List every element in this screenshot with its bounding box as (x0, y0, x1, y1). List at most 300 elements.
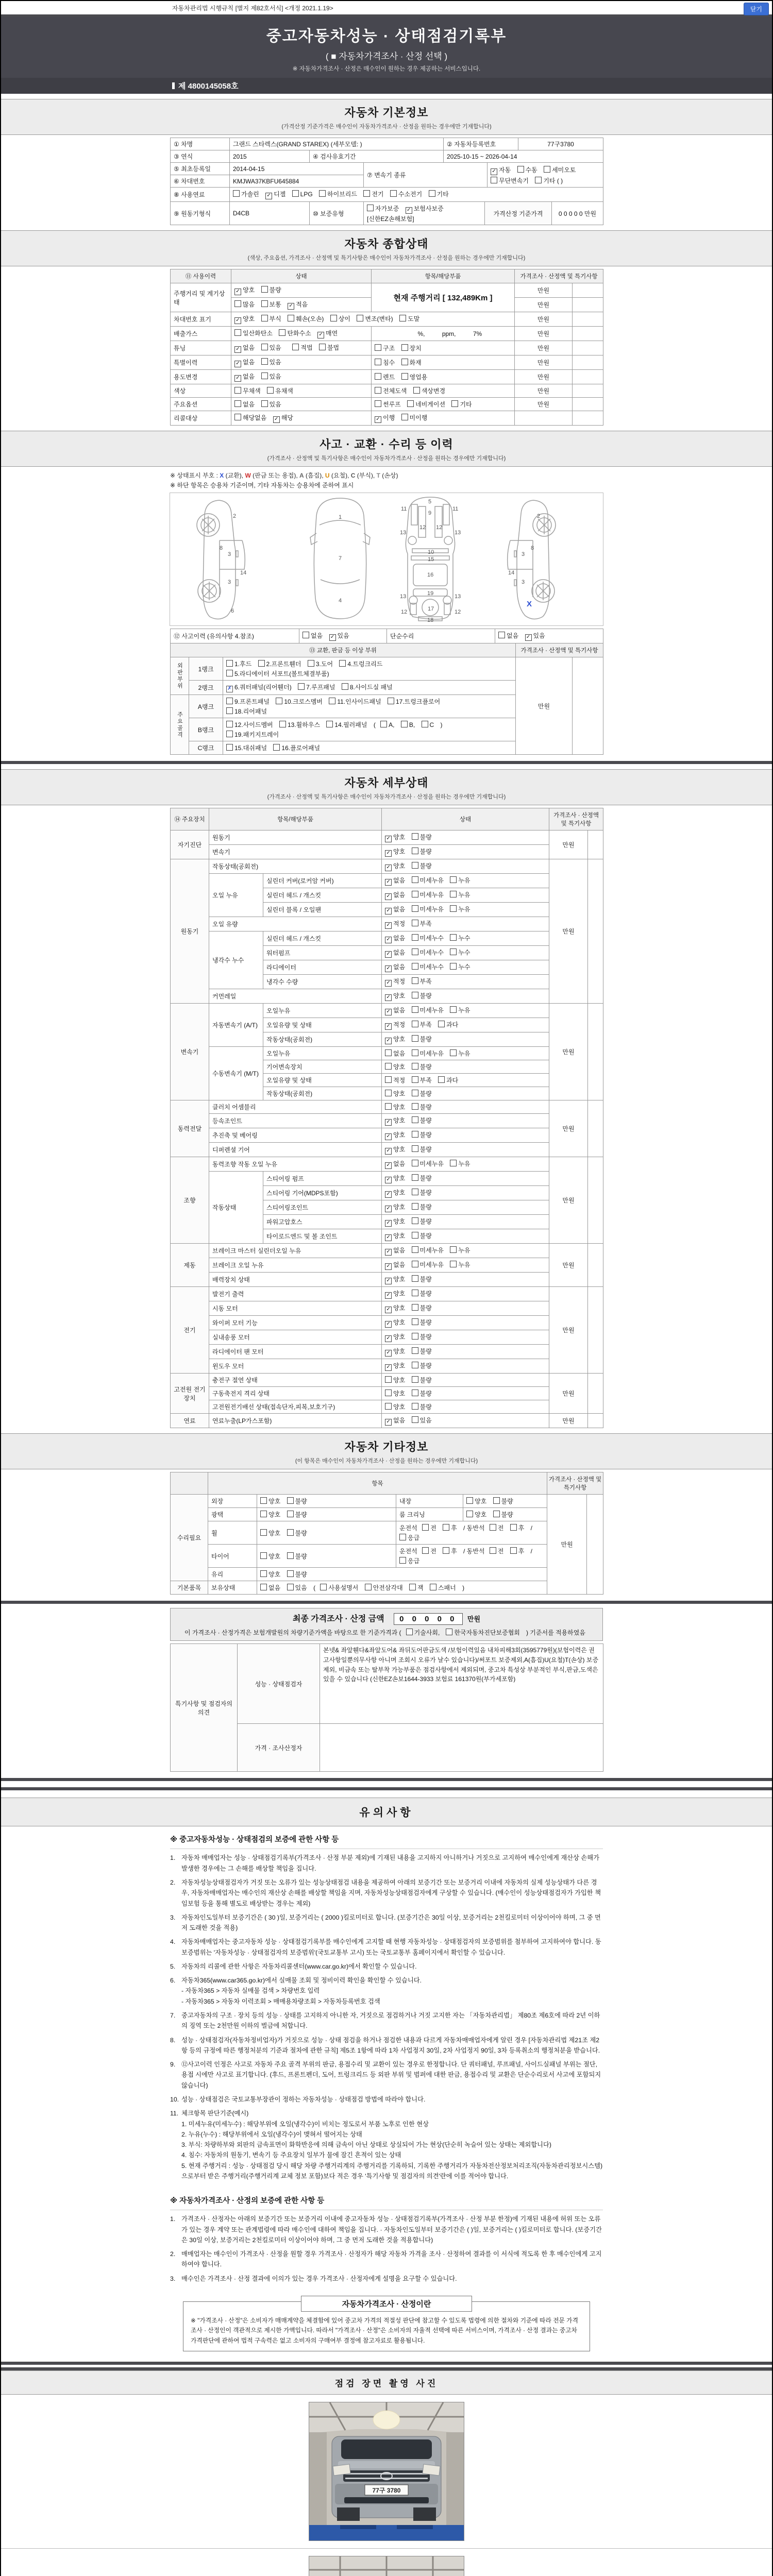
checkbox-option[interactable] (412, 991, 432, 1000)
checkbox-option[interactable] (412, 948, 444, 957)
checkbox-option[interactable] (498, 631, 518, 640)
checkbox-option[interactable] (450, 1246, 470, 1255)
checkbox-label: 미세누수 (419, 935, 444, 942)
checkbox-option[interactable] (226, 743, 267, 752)
checkbox-label: 양호 (393, 1131, 406, 1139)
checkbox-option[interactable] (292, 343, 312, 352)
checkbox-option[interactable] (401, 721, 415, 728)
cell: 스티어링조인트 (263, 1200, 382, 1215)
checkbox-option[interactable] (260, 1552, 280, 1561)
checkbox-option[interactable] (450, 962, 470, 971)
cell: 실린더 블록 / 오일팬 (263, 903, 382, 917)
checkbox-icon (510, 1524, 517, 1531)
checkbox-label: 부족 (419, 1077, 432, 1084)
checkbox-option[interactable] (226, 659, 251, 668)
checkbox-label: 화재 (409, 359, 422, 366)
checkbox-option[interactable] (234, 343, 255, 353)
checkbox-icon (412, 1103, 418, 1110)
checkbox-option[interactable] (367, 204, 399, 213)
checkbox-option[interactable] (385, 1347, 405, 1357)
checkbox-option[interactable] (375, 413, 395, 423)
checkbox-option[interactable] (298, 683, 335, 691)
checkbox-option[interactable] (226, 697, 270, 706)
checkbox-option[interactable] (385, 962, 405, 972)
notice-item (170, 2214, 603, 2245)
checkbox-option[interactable] (412, 1260, 444, 1269)
checkbox-option[interactable] (261, 300, 281, 309)
checkbox-option[interactable] (412, 1347, 432, 1355)
checkbox-option[interactable] (234, 329, 273, 337)
checkbox-option[interactable] (308, 659, 333, 668)
checkbox-option[interactable] (450, 905, 470, 913)
group-electric: 전기 (171, 1287, 209, 1374)
checkbox-option[interactable] (329, 631, 349, 641)
checkbox-option[interactable] (260, 1583, 280, 1592)
checkbox-label: 불량 (295, 1529, 307, 1537)
checkbox-option[interactable] (510, 1547, 525, 1555)
checkbox-icon (490, 1547, 496, 1554)
checkbox-option[interactable] (451, 400, 472, 409)
checkbox-option[interactable] (261, 358, 281, 366)
warranty-label: ⑩ 보증유형 (310, 202, 364, 225)
checkbox-option[interactable] (226, 720, 273, 729)
checkbox-option[interactable] (260, 1529, 280, 1537)
checkbox-option[interactable] (385, 1089, 405, 1098)
checkbox-option[interactable] (412, 1035, 432, 1043)
checkbox-icon (279, 721, 286, 727)
table-row (171, 859, 603, 874)
checkbox-option[interactable] (357, 314, 393, 323)
checkbox-option[interactable] (385, 1289, 405, 1299)
checkbox-icon: ✓ (234, 361, 241, 367)
checkbox-option[interactable] (412, 1231, 432, 1240)
checkbox-option[interactable] (399, 1533, 419, 1542)
checkbox-option[interactable] (234, 300, 255, 309)
checkbox-option[interactable] (409, 1583, 424, 1592)
checkbox-option[interactable] (385, 1303, 405, 1313)
checkbox-option[interactable] (276, 697, 323, 706)
checkbox-label: 양호 (393, 848, 406, 856)
checkbox-option[interactable] (234, 386, 261, 395)
checkbox-option[interactable] (413, 386, 445, 395)
checkbox-label: A, (389, 721, 395, 729)
photo-section-header (1, 2370, 772, 2395)
checkbox-option[interactable] (279, 720, 320, 729)
checkbox-label: 적정 (393, 920, 406, 928)
checkbox-option[interactable] (385, 1361, 405, 1371)
row-emission: 배출가스 (171, 327, 231, 341)
checkbox-option[interactable] (385, 1145, 405, 1155)
checkbox-option[interactable] (326, 720, 367, 729)
checkbox-option[interactable] (385, 847, 405, 857)
checkbox-label: 1.후드 (234, 660, 252, 668)
checkbox-option[interactable] (412, 1049, 444, 1058)
cell: 타이어 (208, 1545, 257, 1568)
checkbox-option[interactable] (412, 1159, 444, 1168)
checkbox-icon: ✓ (385, 994, 392, 1001)
cell: 만원 (549, 1100, 588, 1157)
checkbox-option[interactable] (466, 1497, 486, 1505)
checkbox-option[interactable] (320, 1583, 358, 1592)
checkbox-option[interactable] (385, 934, 405, 943)
checkbox-option[interactable] (385, 1130, 405, 1140)
checkbox-option[interactable] (446, 1628, 520, 1637)
checkbox-option[interactable] (385, 905, 405, 914)
checkbox-option[interactable] (450, 948, 470, 957)
accident-row-wrap (170, 629, 603, 643)
checkbox-option[interactable] (399, 1556, 419, 1565)
checkbox-option[interactable] (265, 190, 285, 199)
checkbox-icon (412, 1174, 418, 1181)
checkbox-option[interactable] (412, 977, 432, 986)
checkbox-option[interactable] (385, 948, 405, 958)
checkbox-option[interactable] (406, 1628, 440, 1637)
checkbox-option[interactable] (380, 721, 394, 728)
checkbox-option[interactable] (258, 659, 301, 668)
checkbox-option[interactable] (375, 372, 395, 381)
table-row (171, 269, 603, 283)
checkbox-option[interactable] (443, 1547, 457, 1555)
cell: 실린더 커버(로커암 커버) (263, 874, 382, 888)
checkbox-option[interactable] (407, 400, 445, 409)
checkbox-option[interactable] (412, 1202, 432, 1211)
checkbox-option[interactable] (329, 697, 381, 706)
checkbox-option[interactable] (490, 1547, 504, 1555)
checkbox-option[interactable] (261, 372, 281, 381)
checkbox-option[interactable] (412, 1303, 432, 1312)
checkbox-icon (260, 1497, 267, 1504)
checkbox-option[interactable] (401, 344, 422, 352)
table-row (171, 874, 603, 888)
checkbox-option[interactable] (412, 1130, 432, 1139)
checkbox-option[interactable] (385, 1332, 405, 1342)
checkbox-option[interactable] (429, 190, 449, 198)
checkbox-option[interactable] (412, 962, 444, 971)
checkbox-option[interactable] (385, 1246, 405, 1256)
checkbox-option[interactable] (261, 400, 281, 409)
checkbox-option[interactable] (412, 905, 444, 913)
checkbox-option[interactable] (412, 861, 432, 870)
checkbox-icon (412, 1063, 418, 1070)
checkbox-option[interactable] (412, 1318, 432, 1327)
checkbox-option[interactable] (261, 343, 281, 352)
checkbox-option[interactable] (412, 934, 444, 942)
checkbox-option[interactable] (375, 344, 395, 352)
checkbox-option[interactable] (401, 372, 428, 381)
checkbox-option[interactable] (388, 697, 440, 706)
checkbox-option[interactable] (385, 1217, 405, 1227)
inline-text: / (530, 1524, 533, 1532)
checkbox-option[interactable] (234, 413, 266, 422)
checkbox-option[interactable] (385, 991, 405, 1001)
checkbox-cell (382, 989, 549, 1004)
checkbox-option[interactable] (375, 386, 407, 395)
cell: 디퍼렌셜 기어 (209, 1143, 382, 1157)
checkbox-option[interactable] (412, 833, 432, 841)
page-subtitle: ( ■ 자동차가격조사 · 산정 선택 ) (325, 52, 448, 61)
checkbox-label: 썬루프 (383, 401, 401, 408)
checkbox-option[interactable] (412, 1076, 432, 1084)
checkbox-option[interactable] (385, 1103, 405, 1111)
checkbox-label: 8.사이드실 패널 (349, 684, 393, 691)
checkbox-option[interactable] (412, 1389, 432, 1398)
checkbox-option[interactable] (363, 190, 383, 198)
svg-text:11: 11 (401, 506, 407, 513)
checkbox-option[interactable] (450, 1049, 470, 1058)
checkbox-option[interactable] (234, 314, 255, 324)
cell (573, 327, 603, 341)
checkbox-option[interactable] (385, 1020, 405, 1030)
checkbox-icon (234, 329, 241, 336)
checkbox-option[interactable] (292, 190, 313, 198)
checkbox-option[interactable] (412, 890, 444, 899)
checkbox-option[interactable] (412, 876, 444, 885)
checkbox-option[interactable] (385, 1416, 405, 1426)
checkbox-option[interactable] (288, 314, 324, 323)
checkbox-option[interactable] (412, 919, 432, 928)
checkbox-option[interactable] (493, 1510, 513, 1519)
checkbox-option[interactable] (438, 1076, 458, 1084)
checkbox-option[interactable] (287, 1583, 307, 1592)
checkbox-icon: ✓ (385, 1350, 392, 1357)
checkbox-label: 색상변경 (421, 387, 446, 395)
checkbox-label: 응급 (408, 1534, 420, 1542)
checkbox-option[interactable] (385, 1231, 405, 1241)
checkbox-option[interactable] (287, 1510, 307, 1519)
group-main-frame: 주요골격 (171, 695, 189, 755)
checkbox-option[interactable] (279, 329, 311, 337)
checkbox-label: 미세누유 (419, 906, 444, 913)
checkbox-option[interactable] (510, 1523, 525, 1532)
checkbox-option[interactable] (450, 890, 470, 899)
checkbox-option[interactable] (412, 1416, 432, 1425)
checkbox-option[interactable] (450, 876, 470, 885)
checkbox-icon (450, 1261, 457, 1267)
checkbox-option[interactable] (385, 1188, 405, 1198)
checkbox-icon (365, 1584, 372, 1590)
checkbox-cell (382, 1114, 549, 1128)
checkbox-option[interactable] (412, 1246, 444, 1255)
checkbox-option[interactable] (385, 977, 405, 987)
checkbox-option[interactable] (450, 934, 470, 942)
checkbox-label: 없음 (393, 1247, 406, 1255)
checkbox-option[interactable] (390, 190, 422, 198)
accident-history-options (299, 629, 387, 643)
checkbox-option[interactable] (385, 876, 405, 886)
checkbox-label: 후 (451, 1524, 457, 1532)
checkbox-option[interactable] (385, 1389, 405, 1398)
checkbox-icon (450, 876, 457, 883)
checkbox-option[interactable] (412, 1361, 432, 1370)
checkbox-icon (490, 1524, 496, 1531)
table-row (171, 1128, 603, 1143)
checkbox-option[interactable] (385, 1275, 405, 1284)
close-button[interactable]: 닫기 (744, 3, 769, 15)
checkbox-icon (498, 632, 505, 638)
checkbox-option[interactable] (450, 1006, 470, 1014)
checkbox-option[interactable] (385, 1006, 405, 1015)
checkbox-option[interactable] (385, 1076, 405, 1084)
checkbox-option[interactable] (385, 1035, 405, 1044)
checkbox-option[interactable] (385, 833, 405, 842)
checkbox-option[interactable] (260, 1510, 280, 1519)
table-row (171, 327, 603, 341)
checkbox-option[interactable] (234, 285, 255, 295)
checkbox-option[interactable] (385, 1062, 405, 1071)
table-row (171, 411, 603, 426)
checkbox-label: 없음 (393, 963, 406, 971)
checkbox-option[interactable] (234, 372, 255, 382)
checkbox-option[interactable] (385, 861, 405, 871)
checkbox-option[interactable] (412, 1145, 432, 1154)
checkbox-option[interactable] (385, 1159, 405, 1169)
checkbox-option[interactable] (544, 165, 576, 174)
checkbox-option[interactable] (287, 1529, 307, 1537)
checkbox-option[interactable] (260, 1497, 280, 1505)
checkbox-option[interactable] (260, 1570, 280, 1579)
checkbox-option[interactable] (317, 329, 338, 338)
table-row (171, 845, 603, 859)
checkbox-option[interactable] (375, 358, 395, 367)
checkbox-option[interactable] (412, 1275, 432, 1283)
checkbox-option[interactable] (422, 1547, 436, 1555)
checkbox-option[interactable] (491, 165, 511, 175)
checkbox-option[interactable] (412, 1020, 432, 1029)
odometer-value: 현재 주행거리 [ 132,489Km ] (372, 283, 515, 312)
checkbox-icon (292, 344, 299, 350)
checkbox-option[interactable] (412, 1376, 432, 1384)
checkbox-option[interactable] (412, 1089, 432, 1098)
checkbox-option[interactable] (399, 314, 419, 323)
checkbox-option[interactable] (412, 1332, 432, 1341)
checkbox-option[interactable] (401, 358, 422, 367)
checkbox-option[interactable] (261, 314, 281, 323)
checkbox-option[interactable] (385, 1049, 405, 1058)
checkbox-option[interactable] (450, 1260, 470, 1269)
checkbox-option[interactable] (287, 1552, 307, 1561)
inline-text: ) 기준서를 적용하였음 (526, 1629, 585, 1637)
checkbox-option[interactable] (443, 1523, 457, 1532)
emission-values: %, ppm, 7% (372, 327, 515, 341)
checkbox-icon (438, 1076, 445, 1083)
checkbox-option[interactable] (385, 919, 405, 929)
checkbox-icon (388, 698, 394, 704)
checkbox-option[interactable] (385, 1260, 405, 1270)
checkbox-option[interactable] (412, 1217, 432, 1226)
checkbox-option[interactable] (287, 1497, 307, 1505)
checkbox-option[interactable] (319, 343, 339, 352)
checkbox-cell (231, 411, 372, 426)
checkbox-option[interactable] (342, 683, 393, 691)
checkbox-option[interactable] (525, 631, 545, 641)
checkbox-option[interactable] (330, 314, 350, 323)
checkbox-option[interactable] (339, 659, 382, 668)
checkbox-option[interactable] (422, 1523, 436, 1532)
notice-text: 성능 · 상태점검자(자동차정비업자)가 거짓으로 성능 · 상태 점검을 하거나 점검한 내용과 다르게 자동차매매업자에게 알린 경우 [자동차관리법 제21조 제2항 등의 규정에 따른 행정처분의 기준과 절차에 관한 규칙] 제5조 1항에 따라 1차 사업정지 30일, 2차 사업정지 90일, 3차 등록취소의 행정처분을 받습니다. (181, 2036, 600, 2054)
checkbox-cell (223, 741, 516, 755)
checkbox-icon (320, 1584, 327, 1590)
checkbox-option[interactable] (412, 1006, 444, 1014)
checkbox-option[interactable] (412, 1402, 432, 1411)
checkbox-option[interactable] (491, 176, 529, 185)
notice-text: 자동차인도일부터 보증기간은 ( 30 )일, 보증거리는 ( 2000 )킬로미터로 합니다. (보증기간은 30일 이상, 보증거리는 2천킬로미터 이상이어야 하며, 그 중 먼저 도래한 것을 적용) (181, 1913, 601, 1932)
checkbox-label: 14.필러패널 (334, 721, 367, 729)
checkbox-option[interactable] (466, 1510, 486, 1519)
checkbox-option[interactable] (226, 669, 329, 678)
group-basic-items: 기본품목 (171, 1581, 208, 1595)
checkbox-option[interactable] (517, 165, 537, 174)
checkbox-label: 있음 (269, 373, 281, 380)
checkbox-cell (223, 657, 516, 681)
checkbox-option[interactable] (412, 1174, 432, 1182)
checkbox-option[interactable] (412, 1062, 432, 1071)
checkbox-option[interactable] (226, 707, 267, 716)
checkbox-option[interactable] (438, 1020, 458, 1029)
svg-text:3: 3 (228, 579, 231, 586)
checkbox-option[interactable] (273, 413, 293, 423)
checkbox-option[interactable] (430, 1583, 456, 1592)
checkbox-option[interactable] (226, 683, 292, 692)
checkbox-option[interactable] (234, 358, 255, 367)
checkbox-icon: ✓ (385, 1038, 392, 1044)
checkbox-option[interactable] (422, 721, 434, 728)
checkbox-icon (451, 400, 458, 407)
checkbox-cell (382, 874, 549, 888)
cell: 기어변속장치 (263, 1060, 382, 1074)
cell: 작동상태(공회전) (263, 1087, 382, 1100)
checkbox-option[interactable] (375, 400, 401, 409)
checkbox-cell (382, 1359, 549, 1374)
checkbox-option[interactable] (385, 1376, 405, 1384)
checkbox-option[interactable] (412, 847, 432, 856)
checkbox-option[interactable] (450, 1159, 470, 1168)
checkbox-option[interactable] (385, 890, 405, 900)
checkbox-option[interactable] (412, 1116, 432, 1125)
checkbox-option[interactable] (319, 190, 357, 198)
checkbox-label: 양호 (393, 1304, 406, 1312)
checkbox-icon (226, 707, 233, 714)
checkbox-option[interactable] (267, 386, 293, 395)
checkbox-option[interactable] (226, 730, 279, 739)
checkbox-option[interactable] (490, 1523, 504, 1532)
checkbox-option[interactable] (234, 400, 255, 409)
checkbox-option[interactable] (412, 1289, 432, 1298)
checkbox-option[interactable] (365, 1583, 403, 1592)
row-special: 특별이력 (171, 355, 231, 370)
checkbox-option[interactable] (385, 1174, 405, 1183)
checkbox-option[interactable] (261, 285, 281, 294)
table-row (171, 657, 603, 681)
checkbox-option[interactable] (273, 743, 320, 752)
notice-text: 중고자동차의 구조 · 장치 등의 성능 · 상태를 고지하지 아니한 자, 거짓으로 점검하거나 거짓 고지한 자는 「자동차관리법」 제80조 제6호에 따라 2년 이하의 징역 또는 2천만원 이하의 벌금에 처합니다. (181, 2012, 600, 2030)
checkbox-option[interactable] (535, 176, 563, 185)
checkbox-option[interactable] (233, 190, 259, 198)
checkbox-option[interactable] (385, 1318, 405, 1328)
checkbox-option[interactable] (385, 1402, 405, 1411)
checkbox-option[interactable] (288, 300, 308, 310)
checkbox-icon (260, 1529, 267, 1536)
checkbox-option[interactable] (406, 204, 444, 214)
checkbox-option[interactable] (493, 1497, 513, 1505)
checkbox-option[interactable] (303, 631, 323, 640)
checkbox-option[interactable] (385, 1202, 405, 1212)
final-price-note (171, 1628, 602, 1637)
checkbox-option[interactable] (412, 1103, 432, 1111)
checkbox-option[interactable] (412, 1188, 432, 1197)
checkbox-option[interactable] (287, 1570, 307, 1579)
checkbox-option[interactable] (385, 1116, 405, 1126)
checkbox-option[interactable] (401, 413, 428, 422)
